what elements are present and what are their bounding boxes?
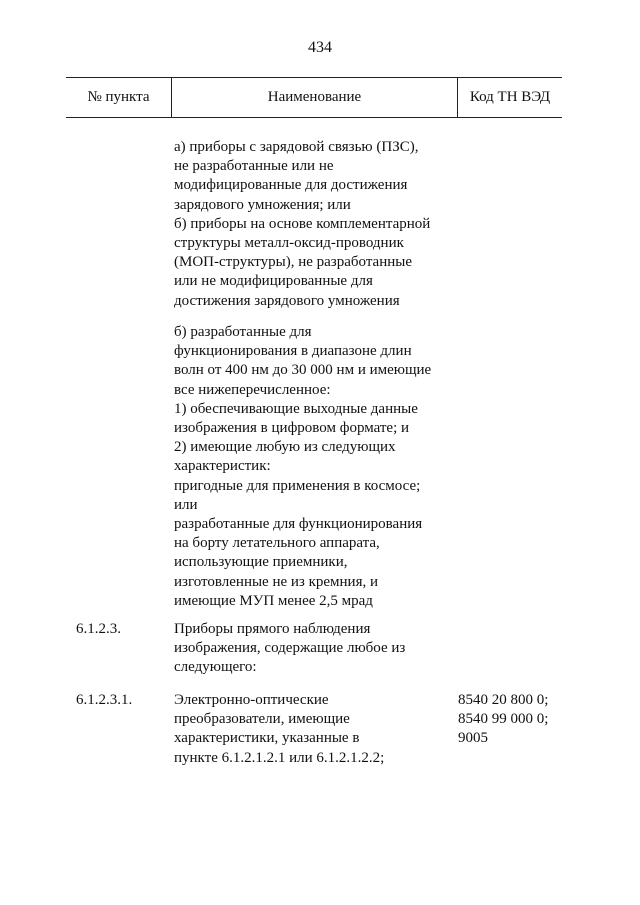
text-line: 1) обеспечивающие выходные данные xyxy=(174,400,418,417)
text-line: имеющие МУП менее 2,5 мрад xyxy=(174,592,373,609)
text-line: изготовленные не из кремния, и xyxy=(174,573,379,590)
text-line: волн от 400 нм до 30 000 нм и имеющие xyxy=(174,362,432,379)
text-line: характеристик: xyxy=(174,458,271,475)
text-line: модифицированные для достижения xyxy=(174,177,408,194)
text-line: б) приборы на основе комплементарной xyxy=(174,215,431,232)
text-line: использующие приемники, xyxy=(174,554,348,571)
header-item-number: № пункта xyxy=(66,78,172,117)
item-number-6123: 6.1.2.3. xyxy=(76,621,121,637)
header-name: Наименование xyxy=(172,78,458,117)
text-line: Приборы прямого наблюдения xyxy=(174,621,371,637)
text-line: изображения в цифровом формате; и xyxy=(174,420,410,437)
text-line: достижения зарядового умножения xyxy=(174,292,400,309)
description-block-b xyxy=(174,323,431,611)
text-line: (МОП-структуры), не разработанные xyxy=(174,254,413,271)
text-line: а) приборы с зарядовой связью (ПЗС), xyxy=(174,139,419,155)
text-line: изображения, содержащие любое из xyxy=(174,640,406,657)
item-number-61231: 6.1.2.3.1. xyxy=(76,692,133,708)
tn-ved-code: 9005 xyxy=(458,730,488,747)
text-line: не разработанные или не xyxy=(174,158,334,175)
text-line: 2) имеющие любую из следующих xyxy=(174,439,396,456)
item-description-6123 xyxy=(174,620,405,678)
text-line: или xyxy=(174,496,198,513)
description-block-a xyxy=(174,138,430,311)
header-tn-ved-code: Код ТН ВЭД xyxy=(469,89,551,105)
table-header xyxy=(66,77,562,118)
text-line: Электронно-оптические xyxy=(174,692,329,708)
item-description-61231 xyxy=(174,691,384,768)
text-line: зарядового умножения; или xyxy=(174,196,351,213)
tn-ved-code: 8540 20 800 0; xyxy=(458,692,549,708)
item-codes-61231 xyxy=(458,691,548,749)
text-line: преобразователи, имеющие xyxy=(174,711,350,728)
text-line: разработанные для функционирования xyxy=(174,516,423,533)
text-line: функционирования в диапазоне длин xyxy=(174,343,412,360)
tn-ved-code: 8540 99 000 0; xyxy=(458,711,549,728)
text-line: пригодные для применения в космосе; xyxy=(174,477,421,494)
text-line: все нижеперечисленное: xyxy=(174,381,331,398)
text-line: или не модифицированные для xyxy=(174,273,373,290)
text-line: б) разработанные для xyxy=(174,324,312,340)
text-line: структуры металл-оксид-проводник xyxy=(174,235,404,252)
text-line: на борту летательного аппарата, xyxy=(174,535,380,552)
text-line: пункте 6.1.2.1.2.1 или 6.1.2.1.2.2; xyxy=(174,749,385,766)
text-line: следующего: xyxy=(174,659,257,676)
page-number: 434 xyxy=(308,39,332,56)
text-line: характеристики, указанные в xyxy=(174,730,360,747)
